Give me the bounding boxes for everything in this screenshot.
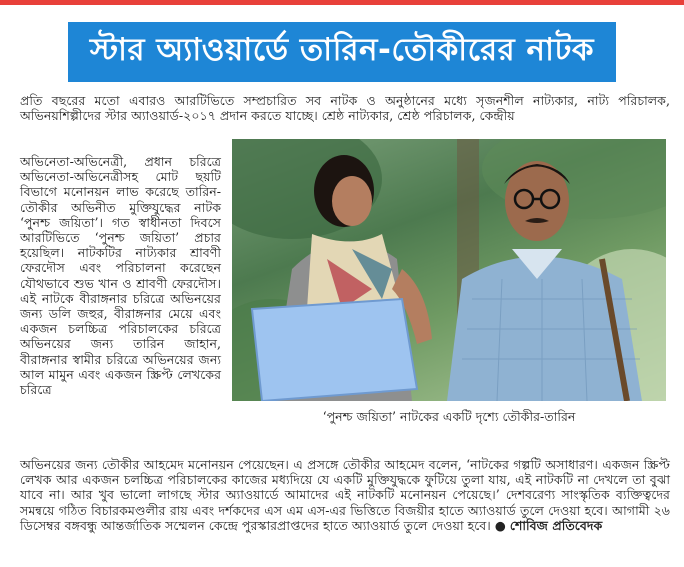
top-rule xyxy=(0,0,684,5)
article-photo xyxy=(232,139,666,401)
closing-text: অভিনয়ের জন্য তৌকীর আহমেদ মনোনয়ন পেয়েছেন। এ প্রসঙ্গে তৌকীর আহমেদ বলেন, ‘নাটকের গল্পটি অসাধারণ। একজন স্ক্রিপ্ট লেখক আর একজন চলচ্চিত্র পরিচালকের কাজের মধ্যদিয়ে যে একটি মুক্তিযুদ্ধকে ফুটিয়ে তুলা যায়, এই নাটকটি না দেখলে তা বুঝা যাবে না। আর খুব ভালো লাগছে স্টার অ্যাওয়ার্ডে আমাদের এই নাটকটি মনোনয়ন পেয়েছে।’ দেশবরেণ্য সাংস্কৃতিক ব্যক্তিত্বদের সমন্বয়ে গঠিত বিচারকমণ্ডলীর রায় এবং দর্শকদের এস এম এস-এর ভিত্তিতে বিজয়ীর হাতে অ্যাওয়ার্ড তুলে দেওয়া হবে। আগামী ২৬ ডিসেম্বর বঙ্গবন্ধু আন্তর্জাতিক সম্মেলন কেন্দ্রে পুরস্কারপ্রাপ্তদের হাতে অ্যাওয়ার্ড তুলে দেওয়া হবে। xyxy=(20,457,670,533)
byline: শোবিজ প্রতিবেদক xyxy=(509,517,603,533)
credit-bullet-icon: ● xyxy=(494,517,506,533)
closing-paragraph xyxy=(20,457,670,533)
left-column-paragraph: অভিনেতা-অভিনেত্রী, প্রধান চরিত্রে অভিনেতা-অভিনেত্রীসহ মোট ছয়টি বিভাগে মনোনয়ন লাভ করেছে তারিন-তৌকীর অভিনীত মুক্তিযুদ্ধের নাটক ‘পুনশ্চ জয়িতা’। গত স্বাধীনতা দিবসে আরটিভিতে ‘পুনশ্চ জয়িতা’ প্রচার হয়েছিল। নাটকটির নাট্যকার শ্রাবণী ফেরদৌস এবং পরিচালনা করেছেন যৌথভাবে শুভ খান ও শ্রাবণী ফেরদৌস। এই নাটকে বীরাঙ্গনার চরিত্রে অভিনয়ের জন্য ডলি জহুর, বীরাঙ্গনার মেয়ে এবং একজন চলচ্চিত্র পরিচালকের চরিত্রে অভিনয়ের জন্য তারিন জাহান, বীরাঙ্গনার স্বামীর চরিত্রে অভিনয়ের জন্য আল মামুন এবং একজন স্ক্রিপ্ট লেখকের চরিত্রে xyxy=(20,154,221,398)
intro-paragraph: প্রতি বছরের মতো এবারও আরটিভিতে সম্প্রচারিত সব নাটক ও অনুষ্ঠানের মধ্যে সৃজনশীল নাট্যকার, নাট্য পরিচালক, অভিনয়শিল্পীদের স্টার অ্যাওয়ার্ড-২০১৭ প্রদান করতে যাচ্ছে। শ্রেষ্ঠ নাট্যকার, শ্রেষ্ঠ পরিচালক, কেন্দ্রীয় xyxy=(20,93,670,124)
photo-caption: ‘পুনশ্চ জয়িতা’ নাটকের একটি দৃশ্যে তৌকীর-তারিন xyxy=(232,405,666,433)
headline: স্টার অ্যাওয়ার্ডে তারিন-তৌকীরের নাটক xyxy=(68,22,616,82)
photo-illustration xyxy=(232,139,666,401)
